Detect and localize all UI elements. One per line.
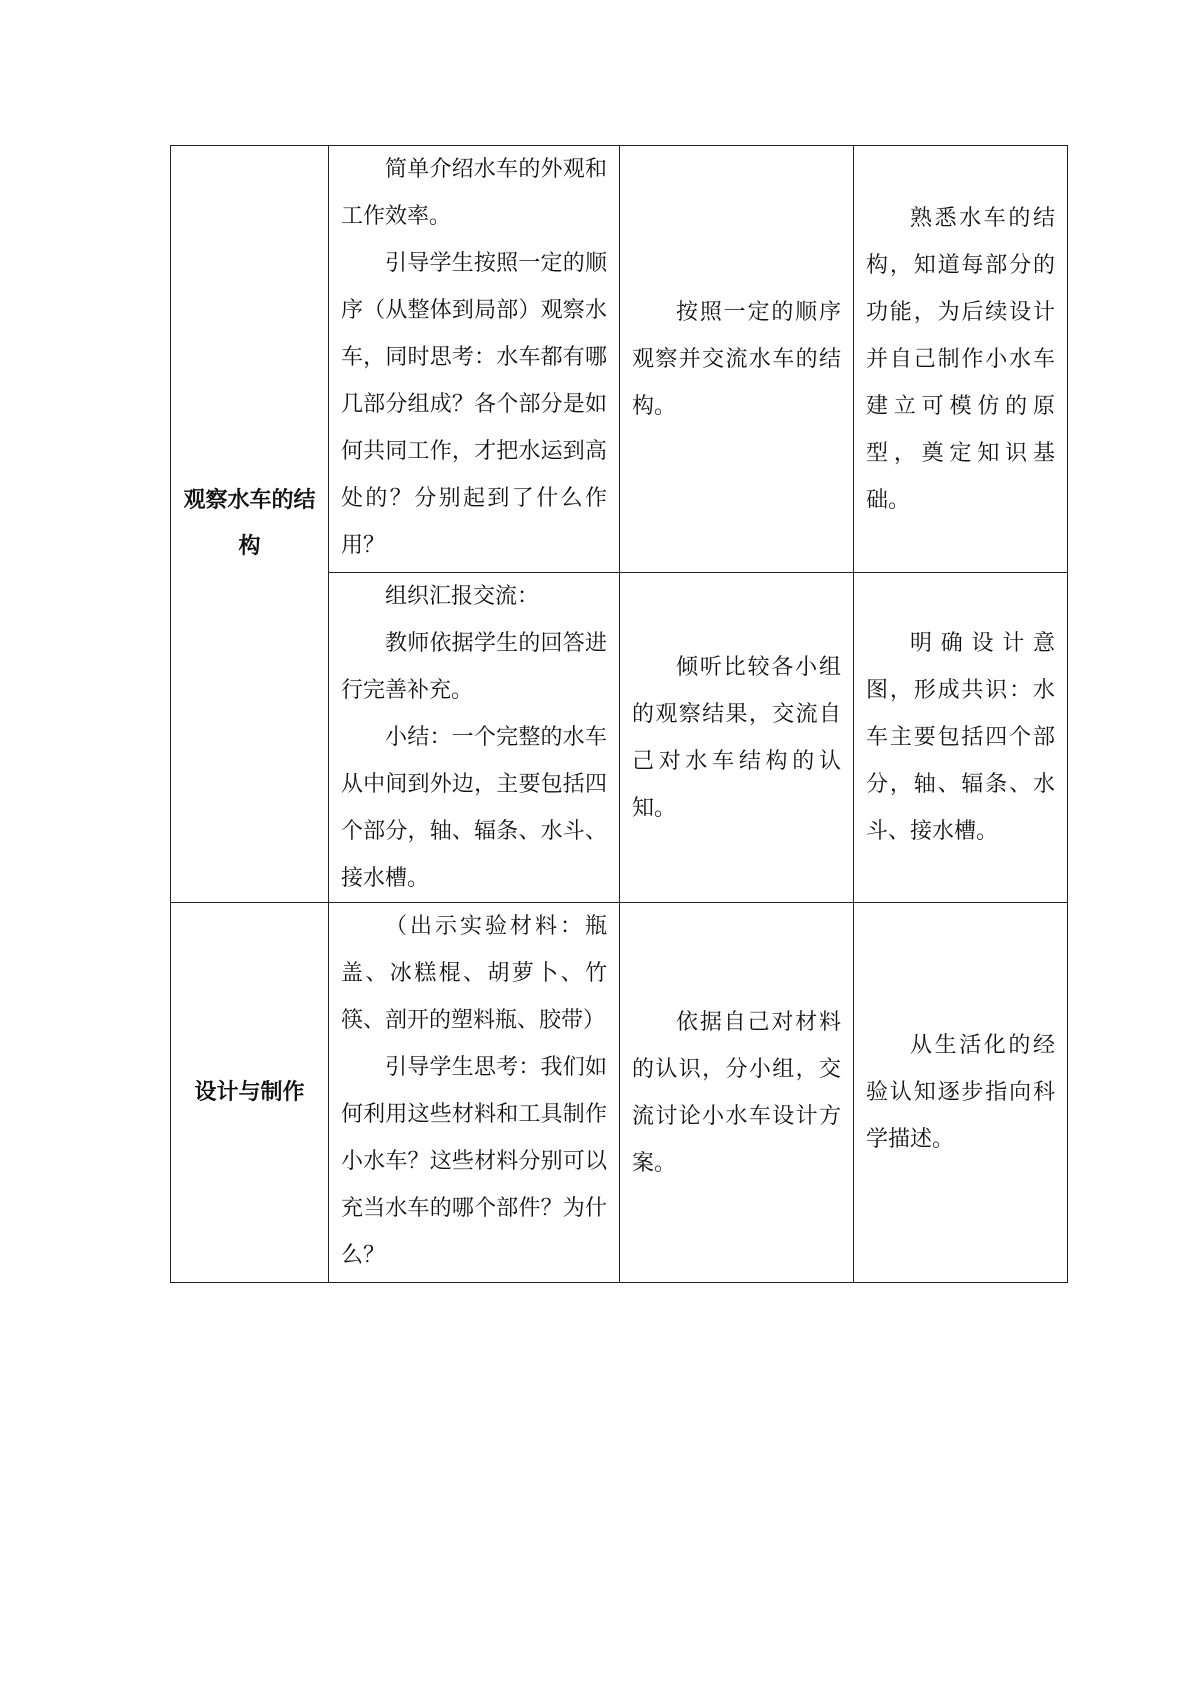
design-intent-cell [854, 903, 1068, 1283]
table-row [171, 903, 1068, 1283]
paragraph: 引导学生思考：我们如何利用这些材料和工具制作小水车？这些材料分别可以充当水车的哪个部件？为什么？ [341, 1055, 607, 1268]
teacher-activity-cell [329, 903, 620, 1283]
paragraph: 简单介绍水车的外观和工作效率。 [341, 157, 607, 229]
paragraph: 按照一定的顺序观察并交流水车的结构。 [632, 299, 841, 419]
paragraph: 教师依据学生的回答进行完善补充。 [341, 631, 607, 703]
stage-cell [171, 903, 329, 1283]
table-row [171, 146, 1068, 573]
paragraph: 从生活化的经验认知逐步指向科学描述。 [866, 1033, 1055, 1152]
stage-label: 设计与制作 [194, 1079, 305, 1105]
student-activity-cell [620, 573, 854, 903]
paragraph: （出示实验材料：瓶盖、冰糕棍、胡萝卜、竹筷、剖开的塑料瓶、胶带） [341, 914, 607, 1033]
stage-cell [171, 146, 329, 903]
paragraph: 引导学生按照一定的顺序（从整体到局部）观察水车，同时思考：水车都有哪几部分组成？各个部分是如何共同工作，才把水运到高处的？分别起到了什么作用？ [341, 251, 607, 558]
paragraph: 小结：一个完整的水车从中间到外边，主要包括四个部分，轴、辐条、水斗、接水槽。 [341, 725, 607, 891]
paragraph: 组织汇报交流： [385, 584, 540, 609]
design-intent-cell [854, 573, 1068, 903]
student-activity-cell [620, 146, 854, 573]
paragraph: 熟悉水车的结构，知道每部分的功能，为后续设计并自己制作小水车建立可模仿的原型，奠定知识基础。 [866, 205, 1055, 513]
lesson-plan-table [170, 145, 1068, 1283]
teacher-activity-cell [329, 573, 620, 903]
paragraph: 依据自己对材料的认识，分小组，交流讨论小水车设计方案。 [632, 1009, 841, 1176]
paragraph: 倾听比较各小组的观察结果，交流自己对水车结构的认知。 [632, 654, 841, 821]
paragraph: 明确设计意图，形成共识：水车主要包括四个部分，轴、辐条、水斗、接水槽。 [866, 631, 1055, 844]
stage-label: 观察水车的结构 [183, 488, 316, 559]
student-activity-cell [620, 903, 854, 1283]
teacher-activity-cell [329, 146, 620, 573]
design-intent-cell [854, 146, 1068, 573]
